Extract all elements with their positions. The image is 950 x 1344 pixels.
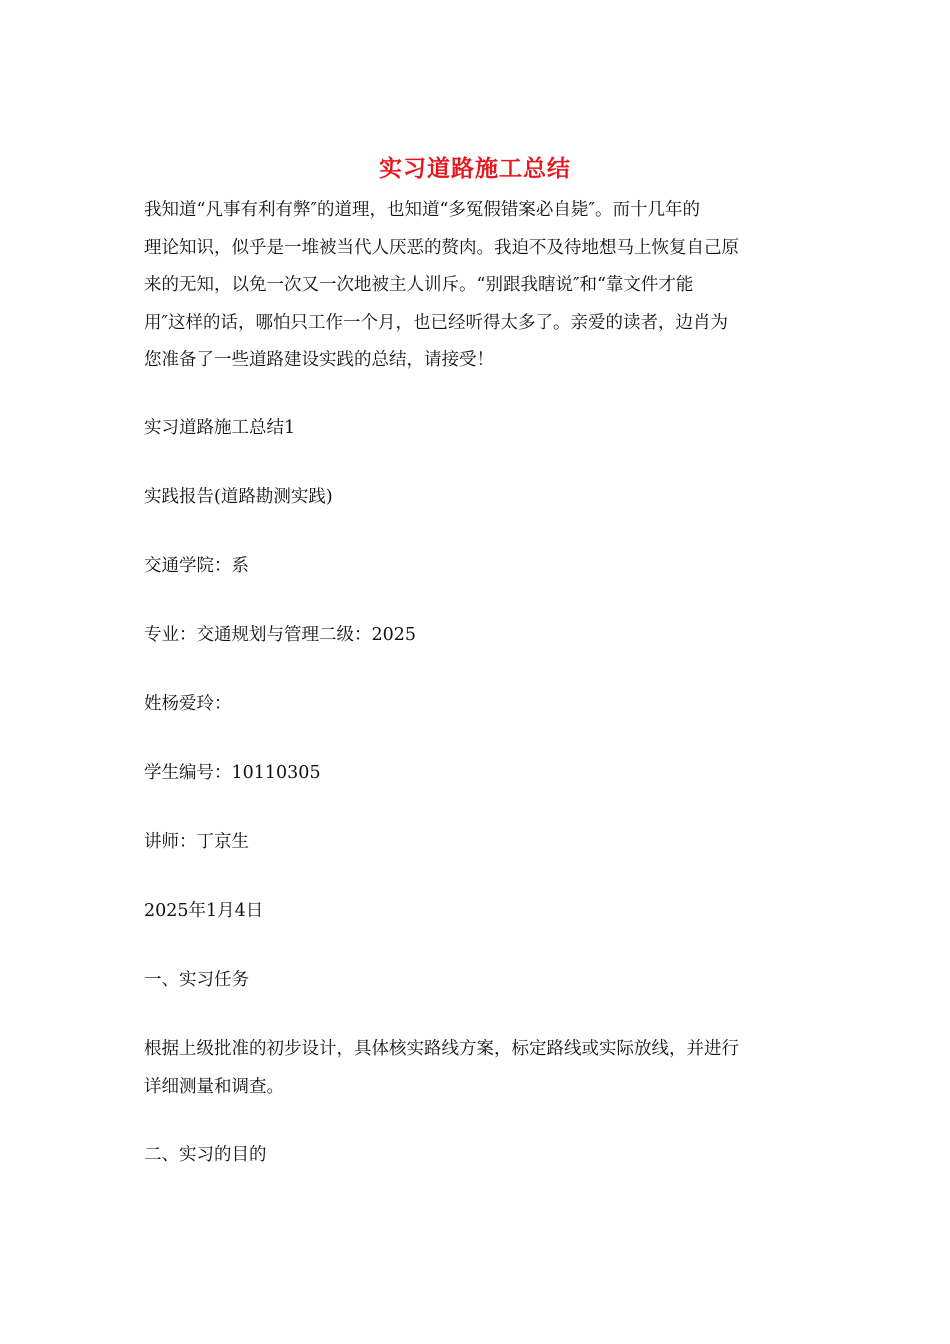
intro-line: 用″这样的话，哪怕只工作一个月，也已经听得太多了。亲爱的读者，边肖为 bbox=[144, 312, 729, 333]
intro-paragraph bbox=[144, 192, 804, 380]
intro-line: 理论知识，似乎是一堆被当代人厌恶的赘肉。我迫不及待地想马上恢复自己原 bbox=[144, 237, 739, 258]
task-paragraph bbox=[144, 1031, 804, 1106]
date-line: 2025年1月4日 bbox=[144, 901, 264, 921]
instructor-line: 讲师：丁京生 bbox=[144, 832, 249, 852]
document-title: 实习道路施工总结 bbox=[379, 155, 571, 182]
purpose-heading: 二、实习的目的 bbox=[144, 1145, 267, 1165]
college-line: 交通学院：系 bbox=[144, 556, 249, 576]
name-line: 姓杨爱玲： bbox=[144, 694, 232, 714]
student-id-line: 学生编号：10110305 bbox=[144, 763, 321, 783]
task-heading: 一、实习任务 bbox=[144, 970, 249, 990]
intro-line: 我知道“凡事有利有弊″的道理，也知道“多冤假错案必自毙″。而十几年的 bbox=[144, 200, 700, 220]
major-line: 专业：交通规划与管理二级：2025 bbox=[144, 625, 417, 645]
task-line: 根据上级批准的初步设计，具体核实路线方案，标定路线或实际放线，并进行 bbox=[144, 1039, 739, 1059]
report-type: 实践报告(道路勘测实践) bbox=[144, 487, 333, 507]
task-line: 详细测量和调查。 bbox=[144, 1076, 284, 1097]
intro-line: 来的无知，以免一次又一次地被主人训斥。“别跟我瞎说″和“靠文件才能 bbox=[144, 275, 694, 295]
intro-line: 您准备了一些道路建设实践的总结，请接受！ bbox=[144, 350, 494, 370]
section-heading: 实习道路施工总结1 bbox=[144, 418, 296, 438]
